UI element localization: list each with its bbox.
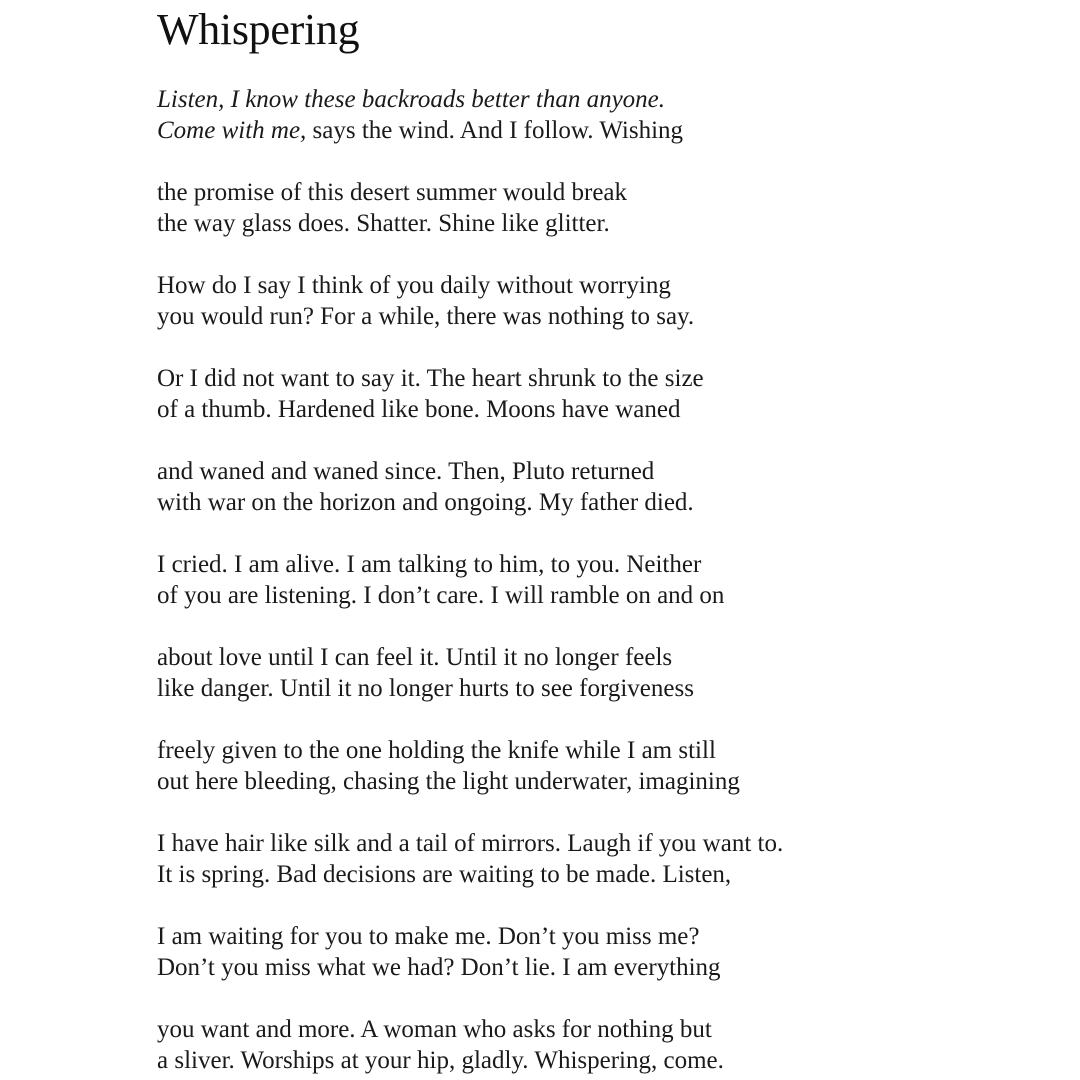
stanza <box>157 828 1057 890</box>
poem-line <box>157 673 1057 704</box>
stanza <box>157 549 1057 611</box>
poem-line <box>157 952 1057 983</box>
line-text: says the wind. And I follow. Wishing <box>306 117 684 144</box>
line-text: like danger. Until it no longer hurts to see forgiveness <box>157 675 694 702</box>
poem-line <box>157 301 1057 332</box>
line-text: out here bleeding, chasing the light underwater, imagining <box>157 768 740 795</box>
line-text: Don’t you miss what we had? Don’t lie. I am everything <box>157 954 721 981</box>
stanza <box>157 270 1057 332</box>
poem-line <box>157 921 1057 952</box>
line-text: with war on the horizon and ongoing. My father died. <box>157 489 694 516</box>
poem-line <box>157 177 1057 208</box>
poem-line <box>157 270 1057 301</box>
poem-line <box>157 84 1057 115</box>
line-text: you would run? For a while, there was nothing to say. <box>157 303 695 330</box>
stanza <box>157 921 1057 983</box>
line-text: the way glass does. Shatter. Shine like glitter. <box>157 210 610 237</box>
line-text: Or I did not want to say it. The heart shrunk to the size <box>157 365 704 392</box>
poem-line <box>157 766 1057 797</box>
line-text: and waned and waned since. Then, Pluto returned <box>157 458 655 485</box>
stanza <box>157 642 1057 704</box>
poem-line <box>157 580 1057 611</box>
stanza <box>157 177 1057 239</box>
poem-line <box>157 828 1057 859</box>
line-text: freely given to the one holding the knife while I am still <box>157 737 716 764</box>
poem-title: Whispering <box>157 5 360 54</box>
line-text: I cried. I am alive. I am talking to him, to you. Neither <box>157 551 702 578</box>
line-text: the promise of this desert summer would break <box>157 179 628 206</box>
line-text: you want and more. A woman who asks for nothing but <box>157 1016 712 1043</box>
line-text: of a thumb. Hardened like bone. Moons have waned <box>157 396 681 423</box>
line-text: of you are listening. I don’t care. I will ramble on and on <box>157 582 725 609</box>
poem-line <box>157 115 1057 146</box>
italic-text: Come with me, <box>157 117 307 144</box>
poem-line <box>157 487 1057 518</box>
line-text: a sliver. Worships at your hip, gladly. Whispering, come. <box>157 1047 724 1074</box>
stanza <box>157 456 1057 518</box>
poem-line <box>157 549 1057 580</box>
line-text: I am waiting for you to make me. Don’t you miss me? <box>157 923 700 950</box>
stanza <box>157 84 1057 146</box>
stanza <box>157 1014 1057 1076</box>
line-text: about love until I can feel it. Until it no longer feels <box>157 644 673 671</box>
poem-line <box>157 394 1057 425</box>
line-text: It is spring. Bad decisions are waiting to be made. Listen, <box>157 861 732 888</box>
poem-line <box>157 1014 1057 1045</box>
poem-line <box>157 735 1057 766</box>
italic-text: Listen, I know these backroads better than anyone. <box>157 86 666 113</box>
line-text: How do I say I think of you daily without worrying <box>157 272 671 299</box>
poem-line <box>157 456 1057 487</box>
poem-line <box>157 642 1057 673</box>
poem-line <box>157 859 1057 890</box>
poem-line <box>157 1045 1057 1076</box>
poem-line <box>157 208 1057 239</box>
stanza <box>157 735 1057 797</box>
poem-line <box>157 363 1057 394</box>
line-text: I have hair like silk and a tail of mirrors. Laugh if you want to. <box>157 830 784 857</box>
stanza <box>157 363 1057 425</box>
